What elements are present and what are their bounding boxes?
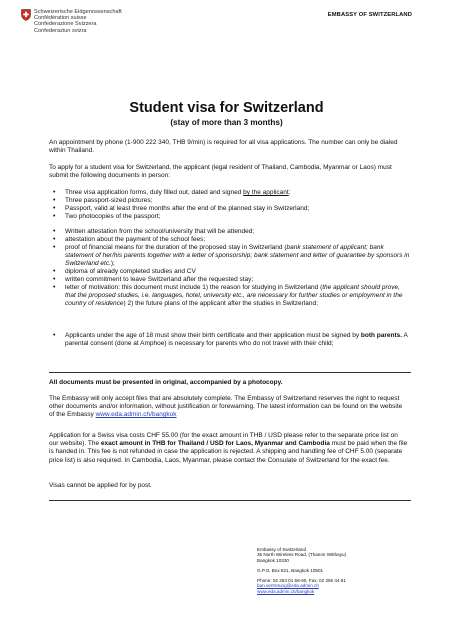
appointment-paragraph: An appointment by phone (1-900 222 340, THB 9/min) is required for all visa applications. The number can only be dialed within Thailand.	[49, 139, 398, 155]
fee-paragraph: Application for a Swiss visa costs CHF 55.00 (for the exact amount in THB / USD please refer to the separate price list on our website). The exact amount in THB for Thailand / USD for Laos, Myanmar and Cambodia must be paid when the file is handed in. This fee is not refunded in case the application is rejected. A shipping and handling fee of CHF 5.00 (separate price list) is also required. In Cambodia, Laos, Myanmar, please contact the Consulate of Switzerland for the exact fee.	[49, 432, 408, 464]
embassy-header-label: EMBASSY OF SWITZERLAND	[327, 12, 412, 18]
footer-phone: Phone: 02 253 01 56-60, Fax: 02 255 44 81	[257, 578, 346, 584]
requirements-list-minors	[49, 332, 411, 348]
footer-address-line: Bangkok 10330	[257, 557, 289, 563]
list-item: • Passport, valid at least three months after the end of the planned stay in Switzerland;	[53, 205, 310, 212]
embassy-acceptance-paragraph: The Embassy will only accept files that are absolutely complete. The Embassy of Switzerland reserves the right to request other documents and/or information, without justification or forewarning. The latest information can be found on the website of the Embassy www.eda.admin.ch/bangkok	[49, 395, 403, 419]
confederation-line-fr: Confédération suisse	[34, 15, 87, 22]
embassy-contact-block	[257, 547, 346, 594]
list-item: • Three visa application forms, duly filled out, dated and signed by the applicant;	[53, 189, 291, 196]
footer-name: Embassy of Switzerland	[257, 547, 307, 552]
list-item: • letter of motivation: this document must include 1) the reason for studying in Switzerland (the applicant should prove, that the proposed studies, i.e. languages, hotel, university etc., are necessary for further studies or employment in the country of residence) 2) the future plans of the applicant after the studies in Switzerland;	[53, 284, 403, 307]
apply-paragraph: To apply for a student visa for Switzerland, the applicant (legal resident of Thailand, Cambodia, Myanmar or Laos) must submit the following documents in person:	[49, 164, 392, 180]
requirements-list-study	[49, 228, 411, 308]
confederation-names	[34, 9, 122, 34]
confederation-line-de: Schweizerische Eidgenossenschaft	[34, 9, 122, 15]
list-item: • proof of financial means for the duration of the proposed stay in Switzerland (bank statement of applicant; bank statement of her/his parents together with a letter of sponsorship; bank statement and letter of guarantee by sponsors in Switzerland etc.);	[53, 244, 410, 267]
footer-email-link[interactable]: ban.vertretung@eda.admin.ch	[257, 583, 319, 589]
swiss-crest-icon	[21, 9, 31, 21]
list-item: • written commitment to leave Switzerland after the requested stay;	[53, 276, 254, 283]
section-divider	[49, 500, 411, 501]
page-title: Student visa for Switzerland	[129, 100, 324, 116]
original-notice: All documents must be presented in original, accompanied by a photocopy.	[49, 379, 283, 386]
list-item: • Applicants under the age of 18 must show their birth certificate and their application must be signed by both parents. A parental consent (done at Amphoe) is necessary for parents who do not travel with their child;	[53, 332, 408, 347]
footer-address-line: 35 North Wireless Road, (Thanon Witthayu)	[257, 552, 347, 558]
embassy-website-link[interactable]: www.eda.admin.ch/bangkok	[95, 411, 177, 419]
confederation-line-rm: Confederaziun svizra	[34, 27, 87, 34]
confederation-line-it: Confederazione Svizzera	[34, 21, 97, 28]
list-item: • Written attestation from the school/university that will be attended;	[53, 228, 255, 235]
requirements-list-basic	[49, 189, 411, 221]
list-item: • attestation about the payment of the school fees;	[53, 236, 206, 243]
list-item: • diploma of already completed studies and CV	[53, 268, 196, 275]
footer-pobox: G.P.O. Box 821, Bangkok 10501	[257, 567, 324, 573]
list-item: • Two photocopies of the passport;	[53, 213, 161, 220]
no-post-notice: Visas cannot be applied for by post.	[49, 482, 152, 489]
section-divider	[49, 372, 411, 373]
page-subtitle: (stay of more than 3 months)	[170, 118, 283, 127]
footer-website-link[interactable]: www.eda.admin.ch/bangkok	[257, 588, 315, 594]
list-item: • Three passport-sized pictures;	[53, 197, 153, 204]
